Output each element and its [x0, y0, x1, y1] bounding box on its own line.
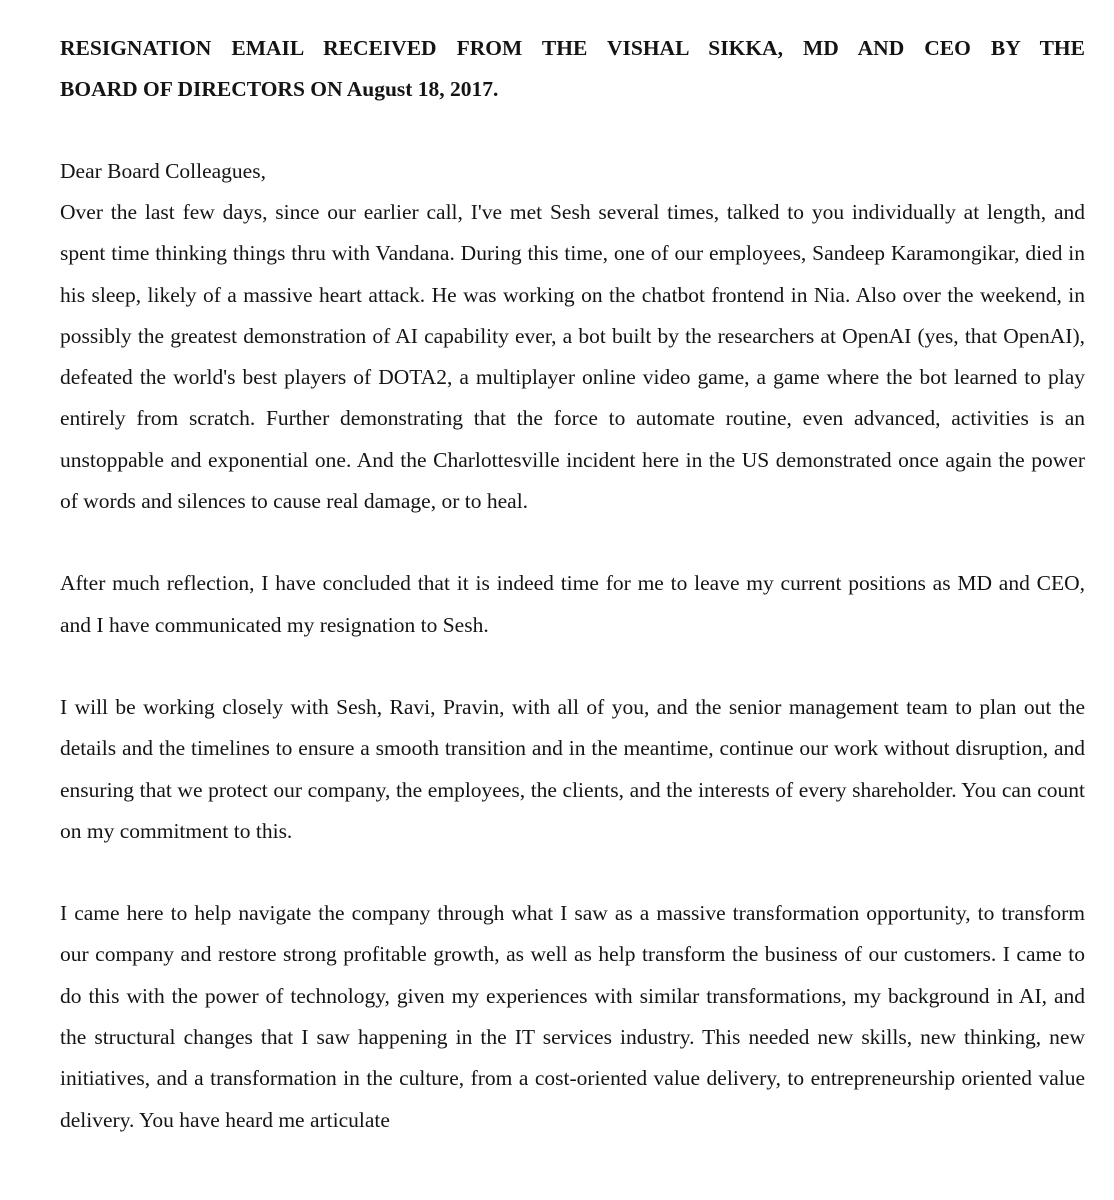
body-paragraph-3: I will be working closely with Sesh, Ravi, Pravin, with all of you, and the senior management team to plan out the details and the timelines to ensure a smooth transition and in the meantime, continue our work without disruption, and ensuring that we protect our company, the employees, the clients, and the interests of every shareholder. You can count on my commitment to this. — [60, 694, 1085, 843]
document-heading — [60, 28, 1085, 110]
body-paragraph-1: Over the last few days, since our earlier call, I've met Sesh several times, talked to you individually at length, and spent time thinking things thru with Vandana. During this time, one of our employees, Sandeep Karamongikar, died in his sleep, likely of a massive heart attack. He was working on the chatbot frontend in Nia. Also over the weekend, in possibly the greatest demonstration of AI capability ever, a bot built by the researchers at OpenAI (yes, that OpenAI), defeated the world's best players of DOTA2, a multiplayer online video game, a game where the bot learned to play entirely from scratch. Further demonstrating that the force to automate routine, even advanced, activities is an unstoppable and exponential one. And the Charlottesville incident here in the US demonstrated once again the power of words and silences to cause real damage, or to heal. — [60, 200, 1085, 514]
heading-line-2: BOARD OF DIRECTORS ON August 18, 2017. — [60, 77, 499, 101]
salutation: Dear Board Colleagues, — [60, 159, 266, 183]
body-paragraph-2: After much reflection, I have concluded that it is indeed time for me to leave my current positions as MD and CEO, and I have communicated my resignation to Sesh. — [60, 571, 1085, 637]
body-paragraph-4: I came here to help navigate the company through what I saw as a massive transformation opportunity, to transform our company and restore strong profitable growth, as well as help transform the business of our customers. I came to do this with the power of technology, given my experiences with similar transformations, my background in AI, and the structural changes that I saw happening in the IT services industry. This needed new skills, new thinking, new initiatives, and a transformation in the culture, from a cost-oriented value delivery, to entrepreneurship oriented value delivery. You have heard me articulate — [60, 901, 1085, 1132]
heading-line-1: RESIGNATION EMAIL RECEIVED FROM THE VISHAL SIKKA, MD AND CEO BY THE — [60, 36, 1085, 60]
document-page — [60, 28, 1085, 1141]
